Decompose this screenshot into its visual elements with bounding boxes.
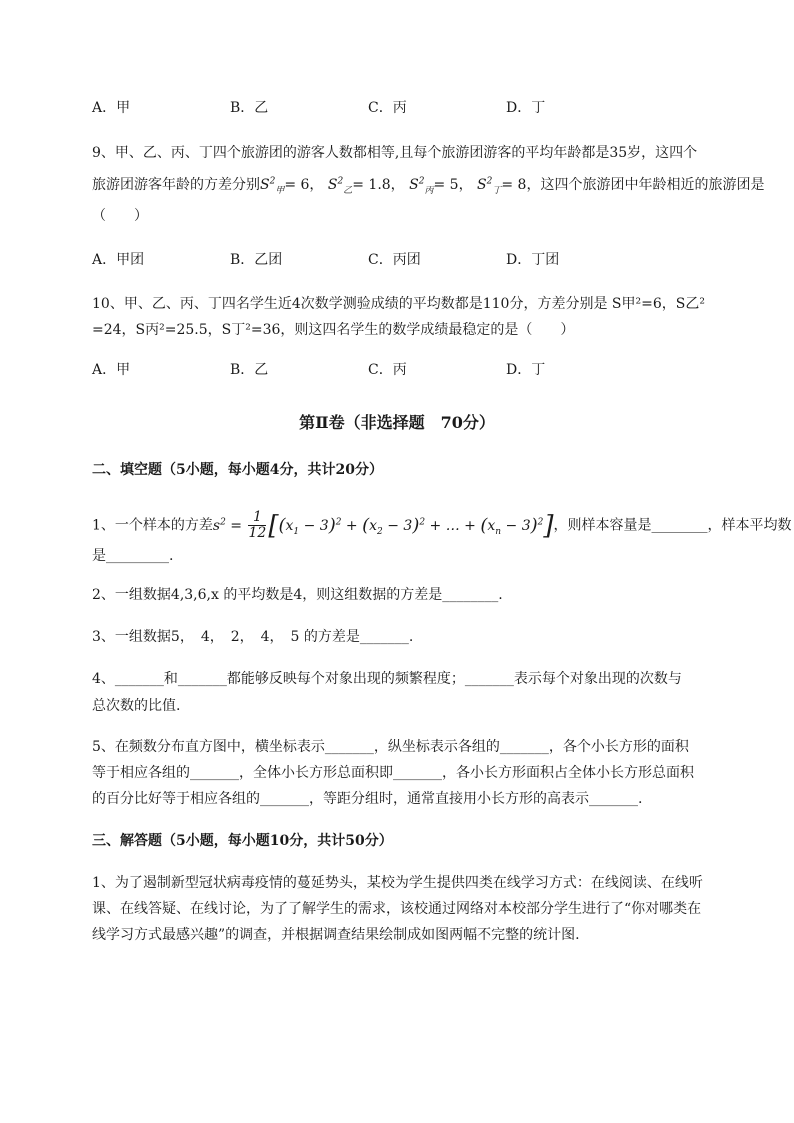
fill-q1-prefix: 1、一个样本的方差 — [92, 517, 213, 534]
variance-jia: $S^2_甲$ — [260, 176, 285, 196]
q9-option-d: D．丁团 — [506, 252, 560, 268]
variance-jia-value: = 6， — [284, 177, 324, 193]
answer-section-header: 三、解答题（5小题，每小题10分，共计50分） — [92, 833, 393, 849]
option-c: C．丙 — [368, 100, 407, 116]
fill-section-header: 二、填空题（5小题，每小题4分，共计20分） — [92, 462, 383, 478]
q9-line-2 — [92, 175, 764, 195]
q9-line-1: 9、甲、乙、丙、丁四个旅游团的游客人数都相等,且每个旅游团游客的平均年龄都是35岁，这四个 — [92, 145, 698, 161]
q9-option-a: A．甲团 — [92, 252, 145, 268]
q10-option-a: A．甲 — [92, 362, 131, 378]
q9-line2-suffix: 这四个旅游团中年龄相近的旅游团是 — [540, 177, 765, 193]
fill-q1-line-1 — [92, 510, 792, 541]
fill-q1-suffix: ，则样本容量是________，样本平均数 — [553, 517, 792, 534]
answer-q1-line-1: 1、为了遏制新型冠状病毒疫情的蔓延势头，某校为学生提供四类在线学习方式：在线阅读、在线听 — [92, 875, 703, 891]
fill-q2: 2、一组数据4,3,6,x 的平均数是4，则这组数据的方差是________. — [92, 587, 503, 603]
section-2-title: 第Ⅱ卷（非选择题 70分） — [299, 413, 495, 432]
variance-yi-value: = 1.8， — [352, 177, 405, 193]
q9-option-b: B．乙团 — [230, 252, 283, 268]
option-d: D．丁 — [506, 100, 546, 116]
variance-ding-value: = 8， — [501, 177, 541, 193]
q9-line-3: （ ） — [92, 208, 148, 224]
option-b: B．乙 — [230, 100, 269, 116]
q9-option-c: C．丙团 — [368, 252, 421, 268]
variance-bing: $S^2_丙$ — [409, 176, 434, 196]
variance-yi: $S^2_乙$ — [327, 176, 353, 196]
variance-formula: $s^2$ = $\frac{1}{12}$ [$(x_1 - 3)^2 + (x_2 - 3)^2$ + … + $(x_n - 3)^2$] — [212, 509, 554, 541]
answer-q1-line-2: 课、在线答疑、在线讨论，为了了解学生的需求，该校通过网络对本校部分学生进行了“你对哪类在 — [92, 901, 702, 917]
fill-q5-line-2: 等于相应各组的_______，全体小长方形总面积即_______，各小长方形面积占全体小长方形总面积 — [92, 765, 694, 781]
option-a: A．甲 — [92, 100, 131, 116]
fill-q4-line-1: 4、_______和_______都能够反映每个对象出现的频繁程度；_______表示每个对象出现的次数与 — [92, 671, 682, 687]
fill-q3: 3、一组数据5， 4， 2， 4， 5 的方差是_______. — [92, 629, 414, 645]
q10-option-c: C．丙 — [368, 362, 407, 378]
q10-line-2: =24，S丙²=25.5，S丁²=36，则这四名学生的数学成绩最稳定的是（ ） — [92, 322, 575, 338]
fill-q1-line-2: 是_________. — [92, 548, 174, 564]
q9-line2-prefix: 旅游团游客年龄的方差分别 — [92, 177, 260, 193]
q10-option-d: D．丁 — [506, 362, 546, 378]
q10-option-b: B．乙 — [230, 362, 269, 378]
fill-q5-line-1: 5、在频数分布直方图中，横坐标表示_______，纵坐标表示各组的_______，各个小长方形的面积 — [92, 739, 689, 755]
variance-ding: $S^2_丁$ — [477, 176, 502, 196]
variance-bing-value: = 5， — [433, 177, 473, 193]
fill-q5-line-3: 的百分比好等于相应各组的_______，等距分组时，通常直接用小长方形的高表示_______. — [92, 791, 643, 807]
answer-q1-line-3: 线学习方式最感兴趣”的调查，并根据调查结果绘制成如图两幅不完整的统计图. — [92, 927, 580, 943]
fill-q4-line-2: 总次数的比值. — [92, 698, 181, 714]
q10-line-1: 10、甲、乙、丙、丁四名学生近4次数学测验成绩的平均数都是110分，方差分别是 S甲²=6，S乙² — [92, 296, 705, 312]
